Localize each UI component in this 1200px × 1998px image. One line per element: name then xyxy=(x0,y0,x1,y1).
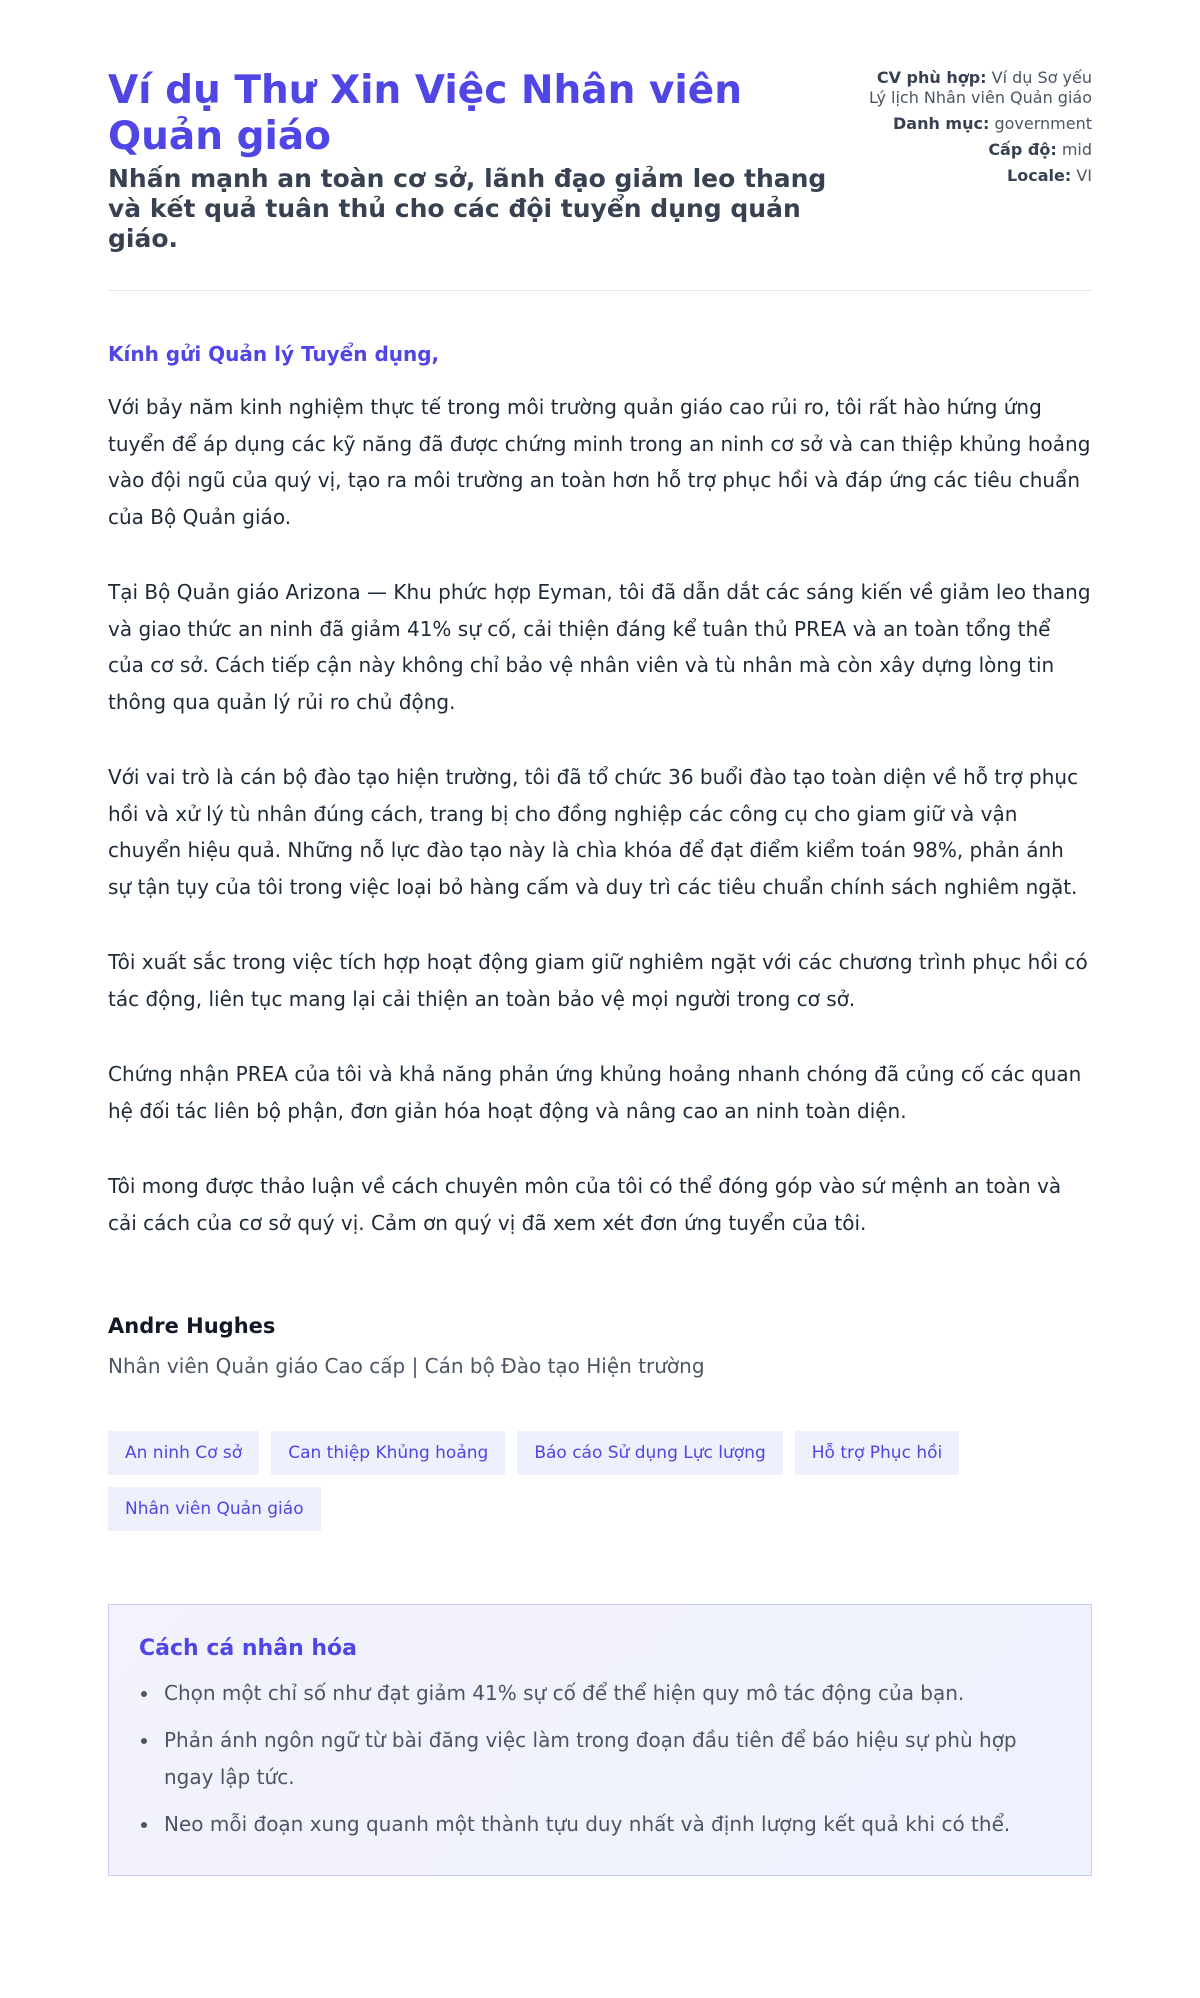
meta-locale xyxy=(862,166,1092,186)
skill-tag: Hỗ trợ Phục hồi xyxy=(795,1431,960,1475)
skill-tags xyxy=(108,1431,1092,1531)
skill-tag: An ninh Cơ sở xyxy=(108,1431,259,1475)
tips-list xyxy=(139,1675,1061,1843)
meta-cv-label: CV phù hợp: xyxy=(876,68,987,87)
meta-level-value: mid xyxy=(1061,140,1092,159)
signature-name: Andre Hughes xyxy=(108,1314,276,1338)
tips-list-item: Neo mỗi đoạn xung quanh một thành tựu duy nhất và định lượng kết quả khi có thể. xyxy=(139,1806,1061,1843)
letter-paragraph: Tôi mong được thảo luận về cách chuyên môn của tôi có thể đóng góp vào sứ mệnh an toàn và cải cách của cơ sở quý vị. Cảm ơn quý vị đã xem xét đơn ứng tuyển của tôi. xyxy=(108,1174,1062,1235)
letter-paragraph: Tôi xuất sắc trong việc tích hợp hoạt động giam giữ nghiêm ngặt với các chương trình phục hồi có tác động, liên tục mang lại cải thiện an toàn bảo vệ mọi người trong cơ sở. xyxy=(108,950,1088,1011)
meta-cv-value: Ví dụ Sơ yếu Lý lịch Nhân viên Quản giáo xyxy=(869,68,1092,107)
meta-panel xyxy=(862,68,1092,192)
meta-locale-label: Locale: xyxy=(1007,166,1072,185)
meta-category-label: Danh mục: xyxy=(892,114,990,133)
page-subtitle: Nhấn mạnh an toàn cơ sở, lãnh đạo giảm leo thang và kết quả tuân thủ cho các đội tuyển dụng quản giáo. xyxy=(108,164,827,253)
meta-level xyxy=(862,140,1092,160)
meta-locale-value: VI xyxy=(1076,166,1092,185)
letter-salutation: Kính gửi Quản lý Tuyển dụng, xyxy=(108,342,440,366)
letter-paragraph: Với bảy năm kinh nghiệm thực tế trong môi trường quản giáo cao rủi ro, tôi rất hào hứng ứng tuyển để áp dụng các kỹ năng đã được chứng minh trong an ninh cơ sở và can thiệp khủng hoảng vào đội ngũ của quý vị, tạo ra môi trường an toàn hơn hỗ trợ phục hồi và đáp ứng các tiêu chuẩn của Bộ Quản giáo. xyxy=(108,395,1091,529)
meta-cv xyxy=(862,68,1092,108)
meta-category xyxy=(862,114,1092,134)
header-titles xyxy=(108,68,843,254)
skill-tag: Nhân viên Quản giáo xyxy=(108,1487,321,1531)
skill-tag: Can thiệp Khủng hoảng xyxy=(271,1431,505,1475)
letter-paragraph: Chứng nhận PREA của tôi và khả năng phản ứng khủng hoảng nhanh chóng đã củng cố các quan hệ đối tác liên bộ phận, đơn giản hóa hoạt động và nâng cao an ninh toàn diện. xyxy=(108,1062,1082,1123)
signature-block xyxy=(108,1313,1092,1379)
skill-tag: Báo cáo Sử dụng Lực lượng xyxy=(517,1431,782,1475)
page-header xyxy=(108,68,1092,291)
letter-paragraph: Với vai trò là cán bộ đào tạo hiện trường, tôi đã tổ chức 36 buổi đào tạo toàn diện về hỗ trợ phục hồi và xử lý tù nhân đúng cách, trang bị cho đồng nghiệp các công cụ cho giam giữ và vận chuyển hiệu quả. Những nỗ lực đào tạo này là chìa khóa để đạt điểm kiểm toán 98%, phản ánh sự tận tụy của tôi trong việc loại bỏ hàng cấm và duy trì các tiêu chuẩn chính sách nghiêm ngặt. xyxy=(108,765,1079,899)
meta-category-value: government xyxy=(994,114,1092,133)
signature-title: Nhân viên Quản giáo Cao cấp | Cán bộ Đào tạo Hiện trường xyxy=(108,1354,705,1378)
tips-title: Cách cá nhân hóa xyxy=(139,1636,358,1661)
letter-paragraph: Tại Bộ Quản giáo Arizona — Khu phức hợp Eyman, tôi đã dẫn dắt các sáng kiến về giảm leo thang và giao thức an ninh đã giảm 41% sự cố, cải thiện đáng kể tuân thủ PREA và an toàn tổng thể của cơ sở. Cách tiếp cận này không chỉ bảo vệ nhân viên và tù nhân mà còn xây dựng lòng tin thông qua quản lý rủi ro chủ động. xyxy=(108,580,1091,714)
letter-body xyxy=(108,389,1092,1241)
tips-list-item: Phản ánh ngôn ngữ từ bài đăng việc làm trong đoạn đầu tiên để báo hiệu sự phù hợp ngay lập tức. xyxy=(139,1722,1061,1796)
tips-list-item: Chọn một chỉ số như đạt giảm 41% sự cố để thể hiện quy mô tác động của bạn. xyxy=(139,1675,1061,1712)
personalization-tips xyxy=(108,1604,1092,1876)
meta-level-label: Cấp độ: xyxy=(988,140,1057,159)
page-title: Ví dụ Thư Xin Việc Nhân viên Quản giáo xyxy=(108,68,742,159)
